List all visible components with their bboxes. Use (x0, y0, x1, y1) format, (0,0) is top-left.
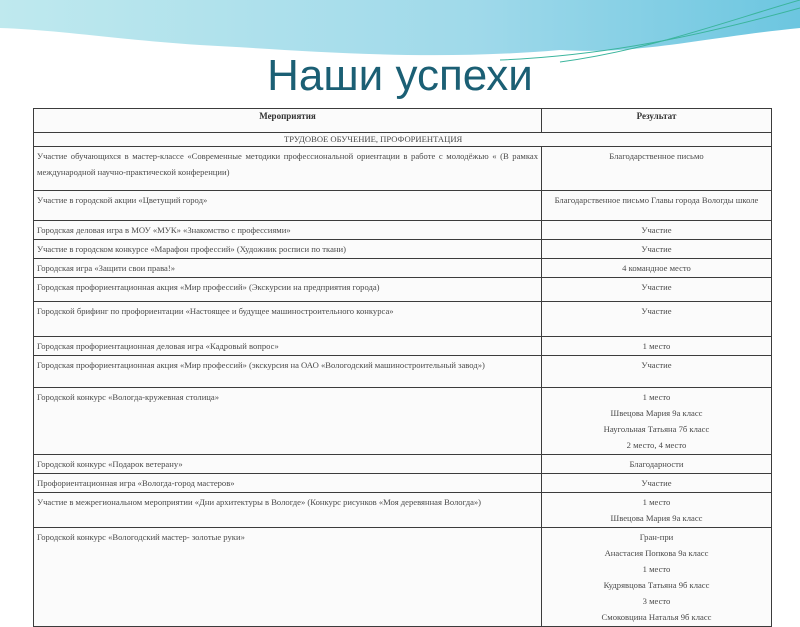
result-cell (542, 388, 772, 455)
event-cell: Участие обучающихся в мастер-классе «Современные методики профессиональной ориентации в работе с молодёжью « (В рамках международной научно-практической конференции) (34, 147, 542, 191)
result-line: Швецова Мария 9а класс (610, 513, 703, 523)
table-row (34, 221, 772, 240)
result-cell (542, 474, 772, 493)
event-cell: Городской конкурс «Вологда-кружевная столица» (34, 388, 542, 455)
result-line: Участие (641, 478, 672, 488)
result-line: Участие (641, 306, 672, 316)
table-row (34, 147, 772, 191)
result-line: Гран-при (639, 532, 674, 542)
event-cell: Городской брифинг по профориентации «Настоящее и будущее машиностроительного конкурса» (34, 302, 542, 337)
table-row (34, 474, 772, 493)
result-cell (542, 493, 772, 528)
table-row (34, 388, 772, 455)
event-cell: Городской конкурс «Подарок ветерану» (34, 455, 542, 474)
page-title: Наши успехи (267, 51, 533, 100)
result-line: Благодарственное письмо (609, 151, 704, 161)
result-line: Благодарности (629, 459, 684, 469)
result-line: Наугольная Татьяна 7б класс (603, 424, 710, 434)
result-line: 3 место (642, 596, 671, 606)
result-line: Анастасия Попкова 9а класс (604, 548, 709, 558)
result-line: 1 место (642, 392, 671, 402)
column-header-events: Мероприятия (34, 109, 542, 133)
achievements-table (33, 108, 772, 627)
result-cell (542, 278, 772, 302)
result-line: Участие (641, 244, 672, 254)
result-cell (542, 240, 772, 259)
result-cell (542, 259, 772, 278)
result-cell (542, 455, 772, 474)
table-row (34, 278, 772, 302)
result-line: Швецова Мария 9а класс (610, 408, 703, 418)
column-header-result: Результат (542, 109, 772, 133)
event-cell: Участие в городском конкурсе «Марафон профессий» (Художник росписи по ткани) (34, 240, 542, 259)
result-cell (542, 147, 772, 191)
event-cell: Городская профориентационная акция «Мир профессий» (экскурсия на ОАО «Вологодский машиностроительный завод») (34, 356, 542, 388)
result-cell (542, 337, 772, 356)
result-line: Участие (641, 282, 672, 292)
result-line: 2 место, 4 место (626, 440, 687, 450)
event-cell: Городская игра «Защити свои права!» (34, 259, 542, 278)
result-line: Кудрявцова Татьяна 9б класс (603, 580, 710, 590)
table-header-row (34, 109, 772, 133)
section-row (34, 133, 772, 147)
table-row (34, 240, 772, 259)
event-cell: Городская профориентационная акция «Мир профессий» (Экскурсии на предприятия города) (34, 278, 542, 302)
result-line: Благодарственное письмо Главы города Вологды школе (554, 195, 759, 205)
event-cell: Городская деловая игра в МОУ «МУК» «Знакомство с профессиями» (34, 221, 542, 240)
event-cell: Городской конкурс «Вологодский мастер- золотые руки» (34, 528, 542, 627)
event-cell: Городская профориентационная деловая игра «Кадровый вопрос» (34, 337, 542, 356)
result-line: Смоковцина Наталья 9б класс (601, 612, 712, 622)
result-line: 1 место (642, 564, 671, 574)
table-row (34, 337, 772, 356)
result-line: 4 командное место (622, 263, 691, 273)
table-row (34, 302, 772, 337)
event-cell: Участие в городской акции «Цветущий город» (34, 191, 542, 221)
section-title: ТРУДОВОЕ ОБУЧЕНИЕ, ПРОФОРИЕНТАЦИЯ (34, 133, 772, 147)
result-line: Участие (641, 360, 672, 370)
event-cell: Профориентационная игра «Вологда-город мастеров» (34, 474, 542, 493)
table-row (34, 191, 772, 221)
result-line: 1 место (642, 341, 671, 351)
result-cell (542, 528, 772, 627)
result-cell (542, 221, 772, 240)
result-line: Участие (641, 225, 672, 235)
table-row (34, 528, 772, 627)
result-cell (542, 356, 772, 388)
table-row (34, 455, 772, 474)
result-cell (542, 302, 772, 337)
result-cell (542, 191, 772, 221)
event-cell: Участие в межрегиональном мероприятии «Дни архитектуры в Вологде» (Конкурс рисунков «Моя деревянная Вологда») (34, 493, 542, 528)
result-line: 1 место (642, 497, 671, 507)
table-row (34, 493, 772, 528)
table-row (34, 356, 772, 388)
table-row (34, 259, 772, 278)
